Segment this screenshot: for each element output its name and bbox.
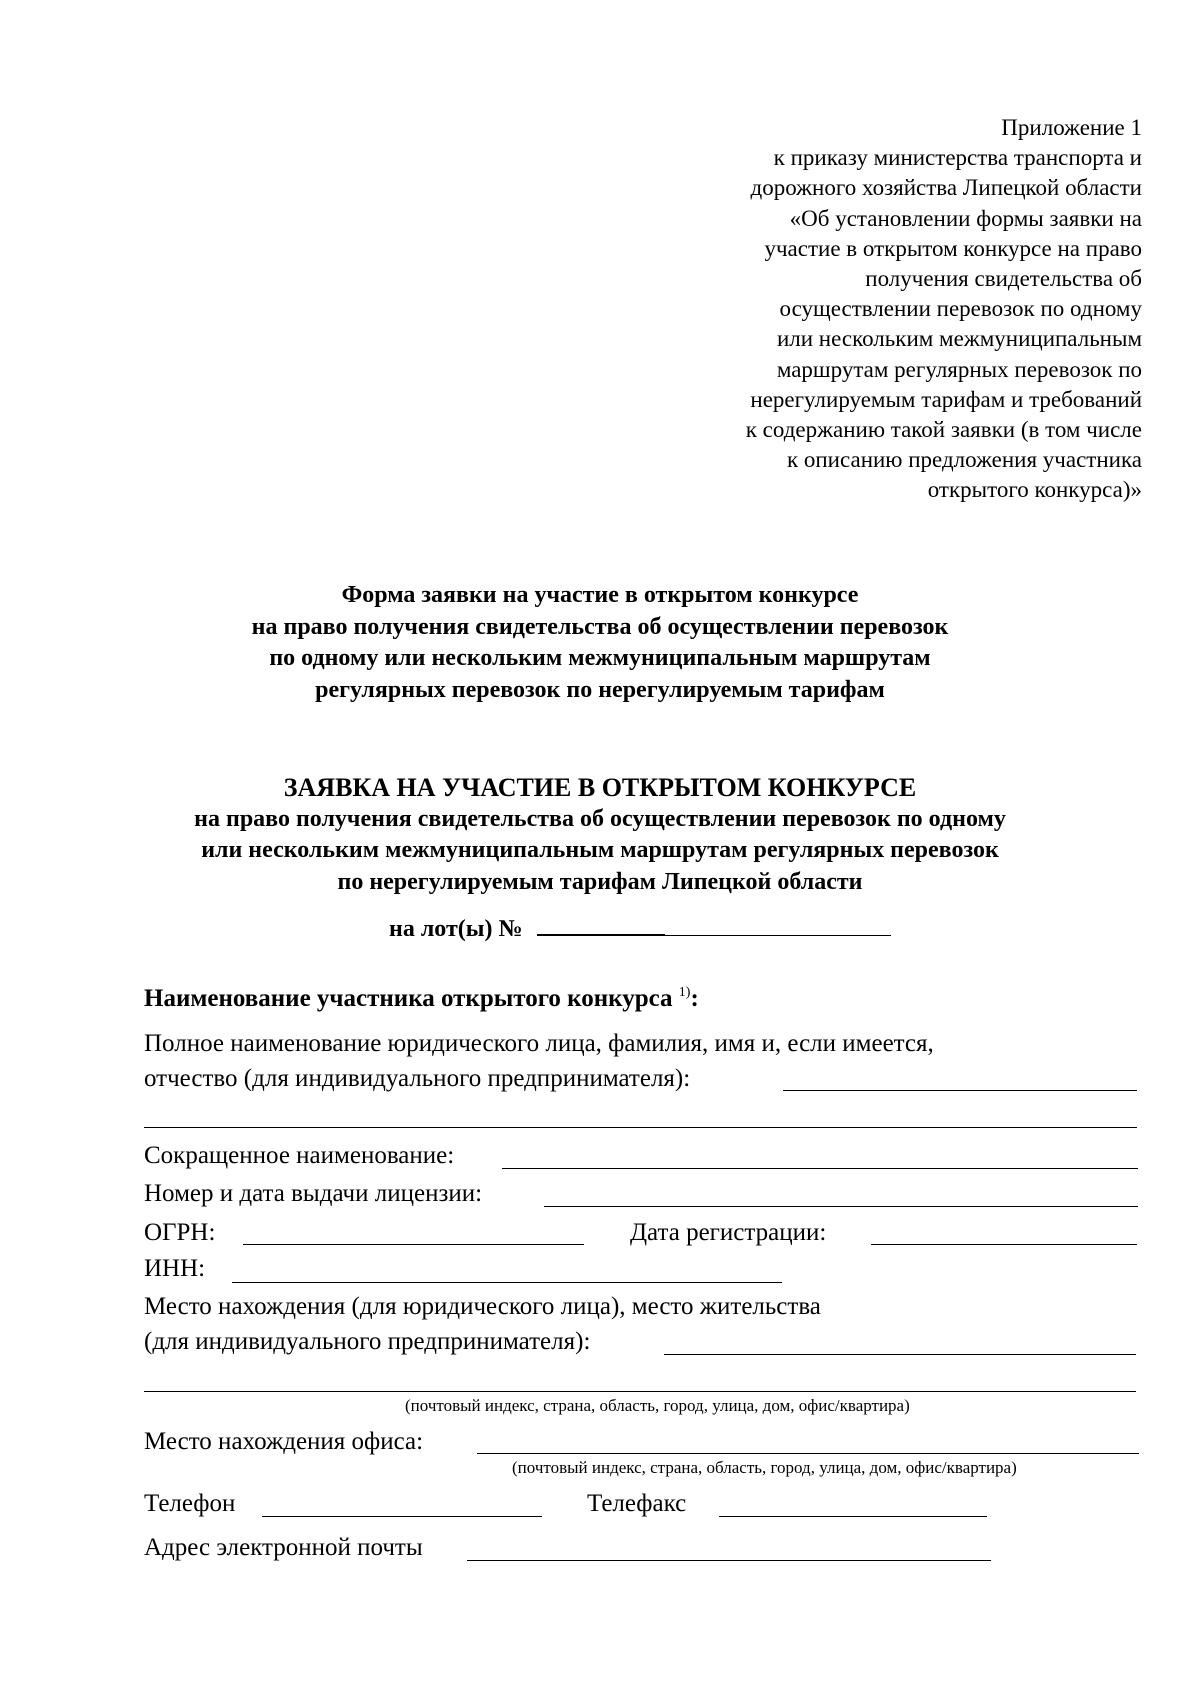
form-title-line: Форма заявки на участие в открытом конкурсе <box>341 582 859 608</box>
short-name-field[interactable] <box>502 1168 1138 1169</box>
full-name-field-continuation[interactable] <box>144 1127 1137 1128</box>
application-title-line: по нерегулируемым тарифам Липецкой области <box>337 868 863 895</box>
fax-label: Телефакс <box>587 1490 687 1517</box>
appendix-line: или нескольким межмуниципальным <box>776 326 1142 352</box>
appendix-line: нерегулируемым тарифам и требований <box>750 386 1142 412</box>
location-label-line1: Место нахождения (для юридического лица), место жительства <box>144 1293 821 1320</box>
appendix-line: к содержанию такой заявки (в том числе <box>745 417 1142 443</box>
lot-number-field[interactable] <box>537 916 665 936</box>
appendix-line: получения свидетельства об <box>865 266 1142 292</box>
short-name-label: Сокращенное наименование: <box>144 1142 455 1169</box>
license-field[interactable] <box>544 1206 1138 1207</box>
phone-label: Телефон <box>144 1490 236 1517</box>
email-field[interactable] <box>467 1560 991 1561</box>
appendix-line: осуществлении перевозок по одному <box>779 296 1142 322</box>
license-label: Номер и дата выдачи лицензии: <box>144 1180 483 1207</box>
appendix-line: к описанию предложения участника <box>786 447 1142 473</box>
fax-field[interactable] <box>719 1516 987 1517</box>
appendix-line: открытого конкурса)» <box>927 477 1142 503</box>
location-field-continuation[interactable] <box>144 1391 1136 1392</box>
office-label: Место нахождения офиса: <box>144 1428 424 1455</box>
application-title-line: или нескольким межмуниципальным маршрутам регулярных перевозок <box>201 837 999 863</box>
phone-field[interactable] <box>262 1516 542 1517</box>
application-heading: ЗАЯВКА НА УЧАСТИЕ В ОТКРЫТОМ КОНКУРСЕ <box>283 773 917 802</box>
appendix-line: участие в открытом конкурсе на право <box>764 235 1142 261</box>
ogrn-label: ОГРН: <box>144 1219 216 1246</box>
form-title <box>0 580 1200 706</box>
lot-label: на лот(ы) № <box>389 916 523 942</box>
lot-number-row <box>389 916 891 943</box>
full-name-label-line2: отчество (для индивидуального предпринимателя): <box>144 1065 691 1092</box>
ogrn-field[interactable] <box>243 1244 584 1245</box>
office-field[interactable] <box>477 1453 1139 1454</box>
email-label: Адрес электронной почты <box>144 1534 423 1561</box>
application-title <box>0 772 1200 898</box>
full-name-field[interactable] <box>783 1090 1137 1091</box>
inn-label: ИНН: <box>144 1255 206 1282</box>
inn-field[interactable] <box>232 1282 782 1283</box>
appendix-line: Приложение 1 <box>1001 115 1142 140</box>
location-address-hint: (почтовый индекс, страна, область, город, улица, дом, офис/квартира) <box>405 1396 910 1415</box>
full-name-label-line1: Полное наименование юридического лица, фамилия, имя и, если имеется, <box>144 1030 934 1057</box>
location-field[interactable] <box>664 1354 1136 1355</box>
appendix-line: дорожного хозяйства Липецкой области <box>750 175 1142 201</box>
participant-heading-text: Наименование участника открытого конкурса <box>144 985 673 1012</box>
appendix-reference <box>622 113 1142 506</box>
application-title-line: на право получения свидетельства об осуществлении перевозок по одному <box>194 805 1006 832</box>
registration-date-field[interactable] <box>871 1244 1137 1245</box>
appendix-line: маршрутам регулярных перевозок по <box>776 356 1142 382</box>
form-title-line: регулярных перевозок по нерегулируемым тарифам <box>315 676 885 703</box>
lot-number-field-extension[interactable] <box>665 917 891 936</box>
heading-colon: : <box>690 985 699 1012</box>
participant-section-heading <box>144 985 699 1013</box>
appendix-line: «Об установлении формы заявки на <box>789 205 1142 231</box>
registration-date-label: Дата регистрации: <box>630 1219 827 1246</box>
location-label-line2: (для индивидуального предпринимателя): <box>144 1328 591 1355</box>
form-title-line: на право получения свидетельства об осуществлении перевозок <box>251 613 949 640</box>
appendix-line: к приказу министерства транспорта и <box>773 145 1142 171</box>
office-address-hint: (почтовый индекс, страна, область, город, улица, дом, офис/квартира) <box>512 1458 1017 1477</box>
footnote-mark: 1) <box>678 985 691 1000</box>
form-title-line: по одному или нескольким межмуниципальным маршрутам <box>269 645 931 671</box>
